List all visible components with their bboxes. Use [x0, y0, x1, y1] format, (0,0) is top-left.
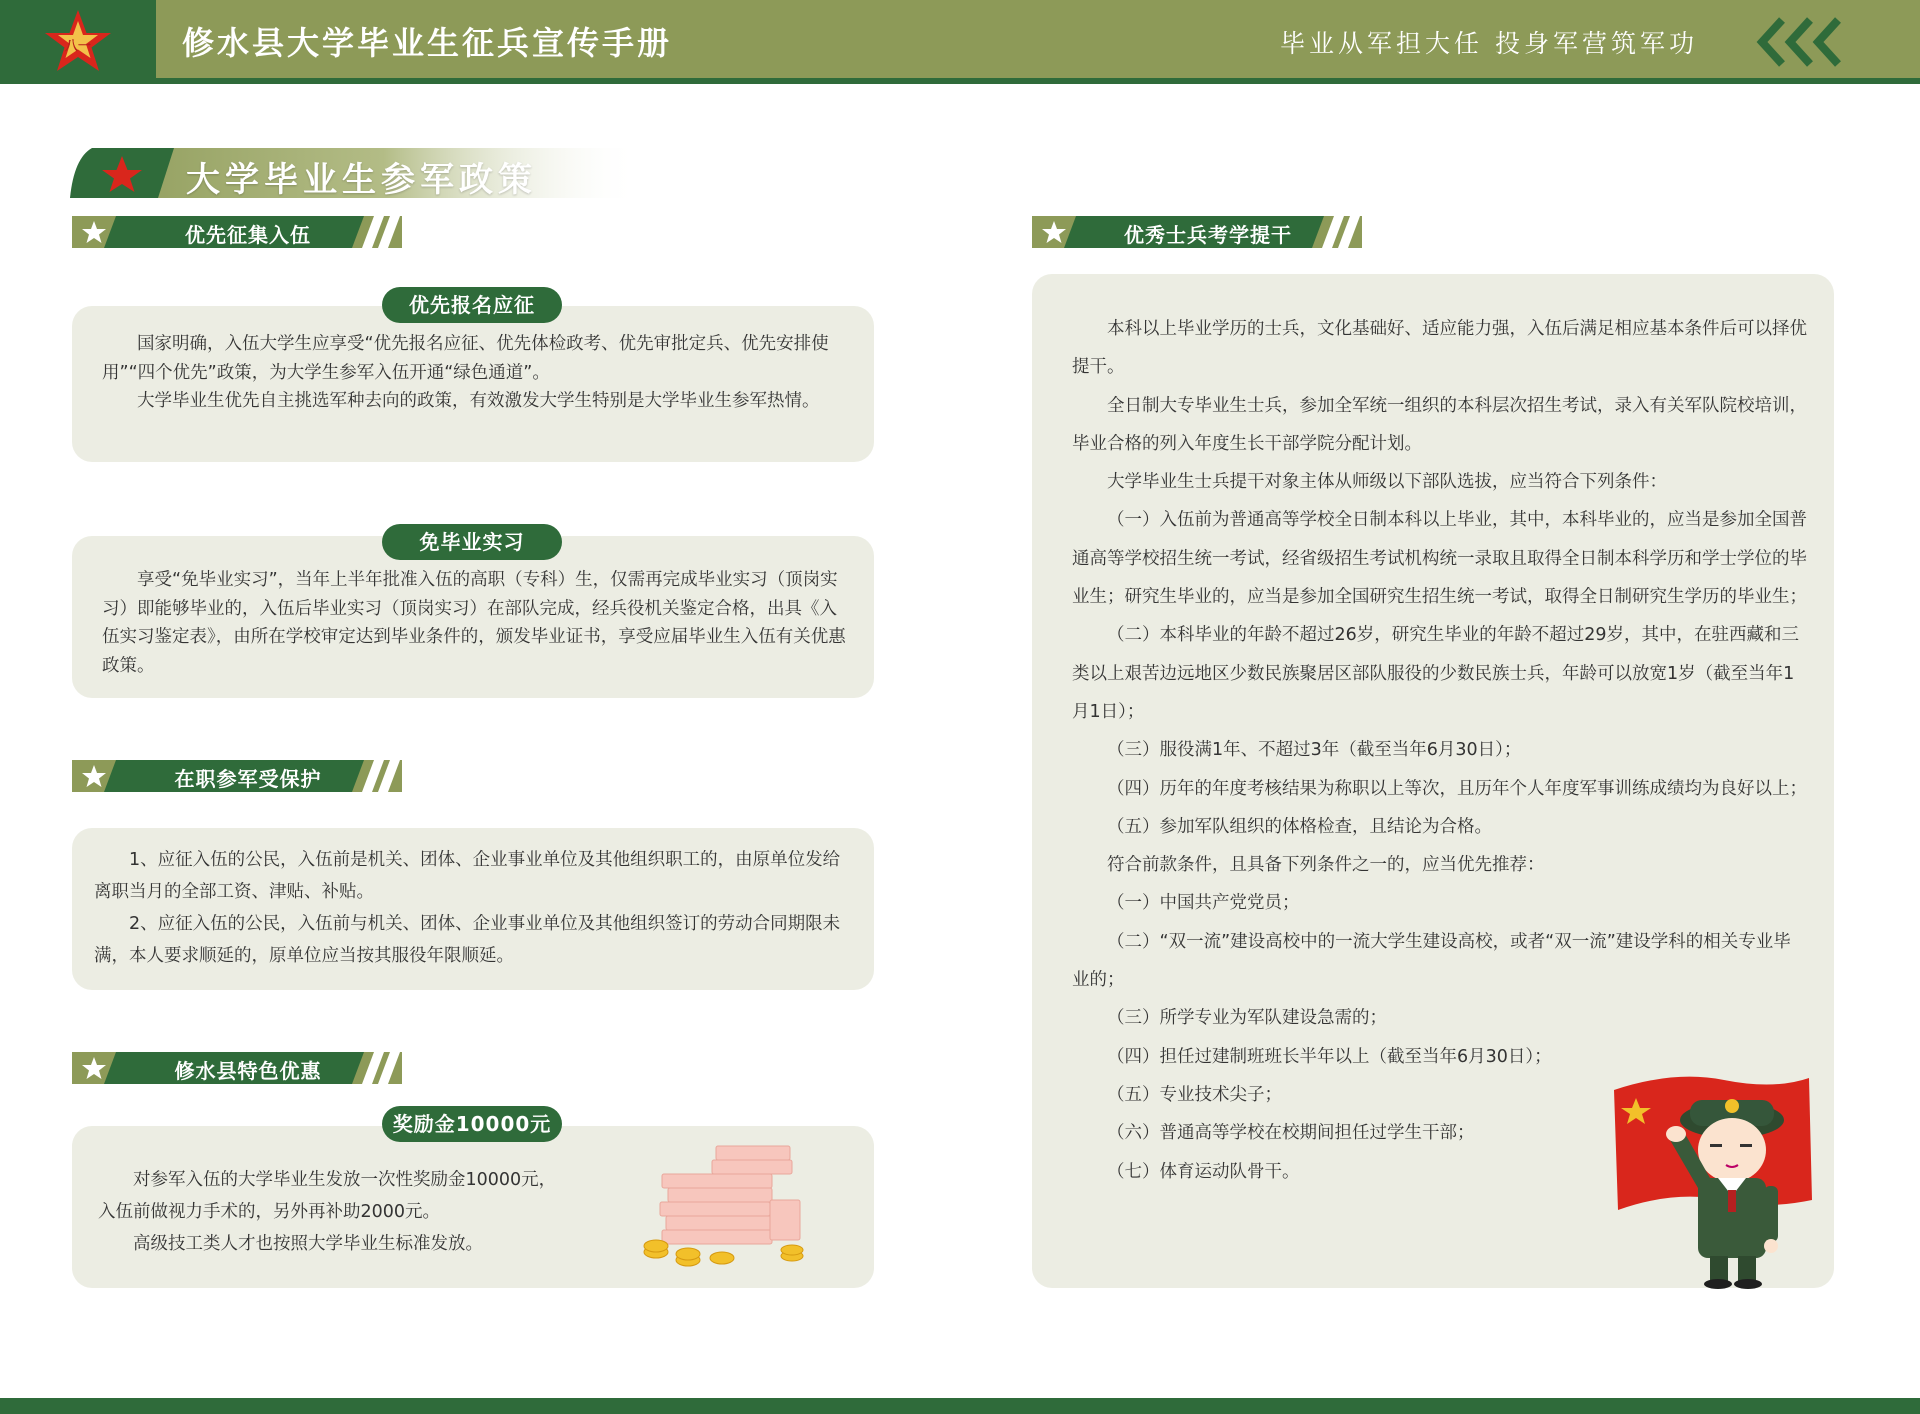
paragraph: （六）普通高等学校在校期间担任过学生干部； — [1107, 1123, 1475, 1144]
paragraph: （二）“双一流”建设高校中的一流大学生建设高校，或者“双一流”建设学科的相关专业毕业的； — [1072, 931, 1791, 991]
pill-bonus: 奖励金10000元 — [382, 1106, 562, 1142]
section-tag-local — [72, 1052, 402, 1084]
section-tag-label: 修水县特色优惠 — [174, 1059, 322, 1083]
emblem-label: 八一 — [64, 39, 92, 54]
paragraph: （三）所学专业为军队建设急需的； — [1107, 1008, 1387, 1029]
paragraph: （一）中国共产党党员； — [1107, 893, 1300, 914]
section-tag-employment — [72, 760, 402, 792]
local-bonus-card — [72, 1126, 874, 1288]
paragraph: （四）担任过建制班班长半年以上（截至当年6月30日）； — [1107, 1046, 1552, 1067]
paragraph: 入伍前做视力手术的，另外再补助2000元。 — [98, 1202, 441, 1222]
header-underline — [0, 78, 1920, 84]
promotion-card — [1032, 274, 1834, 1288]
emblem-box — [0, 0, 156, 84]
paragraph: 国家明确，入伍大学生应享受“优先报名应征、优先体检政考、优先审批定兵、优先安排使用”“四个优先”政策，为大学生参军入伍开通“绿色通道”。 — [102, 334, 829, 383]
paragraph: 对参军入伍的大学毕业生发放一次性奖励金10000元， — [133, 1170, 557, 1190]
paragraph: 本科以上毕业学历的士兵，文化基础好、适应能力强，入伍后满足相应基本条件后可以择优提干。 — [1072, 319, 1807, 378]
chevron-left-icon — [1752, 14, 1862, 70]
header-slogan: 毕业从军担大任 投身军营筑军功 — [1280, 29, 1698, 58]
paragraph: 享受“免毕业实习”，当年上半年批准入伍的高职（专科）生，仅需再完成毕业实习（顶岗实习）即能够毕业的，入伍后毕业实习（顶岗实习）在部队完成，经兵役机关鉴定合格，出具《入伍实习鉴定表》，由所在学校审定达到毕业条件的，颁发毕业证书，享受应届毕业生入伍有关优惠政策。 — [102, 570, 846, 676]
internship-exempt-card — [72, 536, 874, 698]
section-tag-label: 优先征集入伍 — [185, 223, 311, 247]
section-tag-promotion — [1032, 216, 1362, 248]
paragraph: 高级技工类人才也按照大学毕业生标准发放。 — [133, 1234, 483, 1254]
paragraph: 大学毕业生士兵提干对象主体从师级以下部队选拔，应当符合下列条件： — [1107, 472, 1667, 493]
section-tag-label: 优秀士兵考学提干 — [1124, 223, 1292, 247]
paragraph: （五）参加军队组织的体格检查，且结论为合格。 — [1107, 816, 1492, 837]
paragraph: （五）专业技术尖子； — [1107, 1084, 1282, 1105]
section-tag-label: 在职参军受保护 — [174, 767, 322, 791]
paragraph: （一）入伍前为普通高等学校全日制本科以上毕业，其中，本科毕业的，应当是参加全国普通高等学校招生统一考试，经省级招生考试机构统一录取且取得全日制本科学历和学士学位的毕业生；研究生毕业的，应当是参加全国研究生招生统一考试，取得全日制研究生学历的毕业生； — [1072, 510, 1807, 608]
army-star-emblem-icon — [42, 8, 114, 76]
paragraph: 1、应征入伍的公民，入伍前是机关、团体、企业事业单位及其他组织职工的，由原单位发给离职当月的全部工资、津贴、补贴。 — [94, 850, 841, 902]
paragraph: 全日制大专毕业生士兵，参加全军统一组织的本科层次招生考试，录入有关军队院校培训，毕业合格的列入年度生长干部学院分配计划。 — [1072, 395, 1807, 454]
paragraph: 符合前款条件，且具备下列条件之一的，应当优先推荐： — [1107, 855, 1545, 876]
employment-card — [72, 828, 874, 990]
priority-signup-card — [72, 306, 874, 462]
main-section-heading — [70, 148, 640, 198]
saluting-soldier-illustration — [1614, 1050, 1824, 1290]
page-title: 修水县大学毕业生征兵宣传手册 — [182, 24, 673, 62]
section-tag-priority — [72, 216, 402, 248]
money-stack-icon — [642, 1140, 812, 1280]
pill-priority-signup: 优先报名应征 — [382, 287, 562, 323]
paragraph: 大学毕业生优先自主挑选军种去向的政策，有效激发大学生特别是大学毕业生参军热情。 — [137, 391, 820, 411]
pill-internship-exempt: 免毕业实习 — [382, 524, 562, 560]
paragraph: 2、应征入伍的公民，入伍前与机关、团体、企业事业单位及其他组织签订的劳动合同期限未满，本人要求顺延的，原单位应当按其服役年限顺延。 — [94, 914, 841, 966]
paragraph: （四）历年的年度考核结果为称职以上等次，且历年个人年度军事训练成绩均为良好以上； — [1107, 778, 1807, 799]
paragraph: （二）本科毕业的年龄不超过26岁，研究生毕业的年龄不超过29岁，其中，在驻西藏和三类以上艰苦边远地区少数民族聚居区部队服役的少数民族士兵，年龄可以放宽1岁（截至当年1月1日）； — [1072, 625, 1800, 722]
paragraph: （七）体育运动队骨干。 — [1107, 1161, 1300, 1182]
main-title: 大学毕业生参军政策 — [186, 160, 537, 200]
footer-bar — [0, 1398, 1920, 1414]
paragraph: （三）服役满1年、不超过3年（截至当年6月30日）； — [1107, 740, 1522, 761]
